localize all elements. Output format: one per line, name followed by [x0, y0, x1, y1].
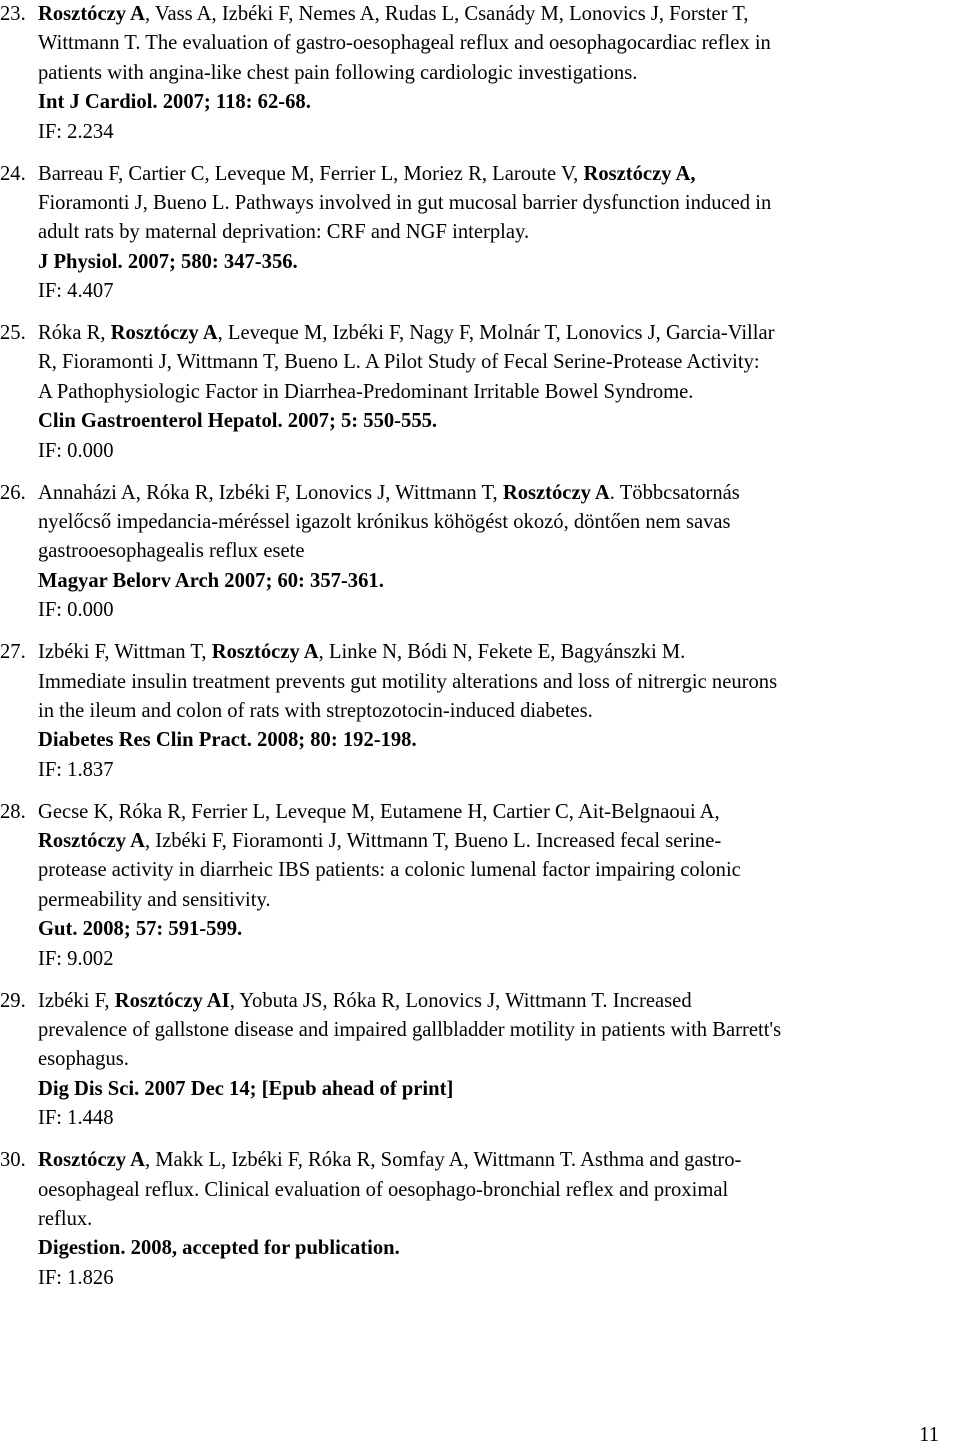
text-segment: IF: 4.407	[38, 280, 114, 303]
text-segment: IF: 1.837	[38, 758, 114, 781]
entry-line	[38, 1075, 960, 1104]
entry-line	[38, 479, 960, 508]
entry-line	[38, 378, 960, 407]
entry-number: 30.	[0, 1149, 26, 1172]
entry-line	[38, 508, 960, 537]
entry-line	[38, 856, 960, 885]
entry-line	[38, 945, 960, 974]
entry-line	[38, 886, 960, 915]
entry-line	[38, 0, 960, 29]
entry-line	[38, 189, 960, 218]
bold-text-segment: Digestion. 2008, accepted for publication.	[38, 1237, 400, 1260]
entry-number: 25.	[0, 322, 26, 345]
publication-entry	[0, 798, 960, 974]
text-segment: , Vass A, Izbéki F, Nemes A, Rudas L, Csanády M, Lonovics J, Forster T,	[144, 3, 749, 25]
bold-text-segment: Dig Dis Sci. 2007 Dec 14; [Epub ahead of print]	[38, 1077, 454, 1100]
entry-line	[38, 248, 960, 277]
entry-line	[38, 1205, 960, 1234]
entry-line	[38, 1016, 960, 1045]
bold-text-segment: Rosztóczy AI	[114, 989, 230, 1012]
text-segment: IF: 0.000	[38, 599, 114, 622]
entry-text	[38, 1146, 960, 1293]
text-segment: A Pathophysiologic Factor in Diarrhea-Predominant Irritable Bowel Syndrome.	[38, 380, 694, 403]
text-segment: prevalence of gallstone disease and impaired gallbladder motility in patients with Barrett's	[38, 1019, 782, 1041]
entry-number: 27.	[0, 641, 26, 664]
entry-line	[38, 407, 960, 436]
entry-line	[38, 118, 960, 147]
text-segment: IF: 1.826	[38, 1266, 114, 1289]
entry-line	[38, 726, 960, 755]
entry-line	[38, 798, 960, 827]
entry-line	[38, 277, 960, 306]
bold-text-segment: Rosztóczy A	[38, 1149, 145, 1172]
bold-text-segment: Magyar Belorv Arch 2007; 60: 357-361.	[38, 569, 384, 592]
entry-line	[38, 668, 960, 697]
text-segment: . Többcsatornás	[609, 481, 740, 504]
entry-line	[38, 1146, 960, 1175]
text-segment: Fioramonti J, Bueno L. Pathways involved in gut mucosal barrier dysfunction induced in	[38, 191, 772, 214]
publication-entry	[0, 638, 960, 785]
entry-line	[38, 697, 960, 726]
text-segment: esophagus.	[38, 1048, 129, 1071]
entry-line	[38, 160, 960, 189]
text-segment: Annaházi A, Róka R, Izbéki F, Lonovics J, Wittmann T,	[38, 481, 503, 504]
entry-line	[38, 319, 960, 348]
entry-line	[38, 827, 960, 856]
text-segment: IF: 1.448	[38, 1107, 114, 1130]
publication-entry	[0, 319, 960, 466]
text-segment: adult rats by maternal deprivation: CRF and NGF interplay.	[38, 221, 530, 244]
entry-text	[38, 638, 960, 785]
bold-text-segment: Clin Gastroenterol Hepatol. 2007; 5: 550-555.	[38, 410, 438, 433]
text-segment: R, Fioramonti J, Wittmann T, Bueno L. A Pilot Study of Fecal Serine-Protease Activity:	[38, 351, 760, 374]
text-segment: , Makk L, Izbéki F, Róka R, Somfay A, Wittmann T. Asthma and gastro-	[144, 1149, 742, 1172]
bold-text-segment: J Physiol. 2007; 580: 347-356.	[38, 250, 298, 273]
entry-text	[38, 987, 960, 1134]
text-segment: IF: 9.002	[38, 947, 114, 970]
entry-line	[38, 218, 960, 247]
bold-text-segment: Gut. 2008; 57: 591-599.	[38, 918, 243, 941]
entry-line	[38, 567, 960, 596]
entry-line	[38, 915, 960, 944]
text-segment: Izbéki F,	[38, 989, 115, 1012]
text-segment: Immediate insulin treatment prevents gut motility alterations and loss of nitrergic neurons	[38, 670, 778, 693]
entry-line	[38, 1264, 960, 1293]
text-segment: gastrooesophagealis reflux esete	[38, 540, 305, 563]
text-segment: oesophageal reflux. Clinical evaluation of oesophago-bronchial reflex and proximal	[38, 1178, 729, 1201]
text-segment: nyelőcső impedancia-méréssel igazolt krónikus köhögést okozó, döntően nem savas	[38, 511, 731, 533]
text-segment: , Izbéki F, Fioramonti J, Wittmann T, Bueno L. Increased fecal serine-	[144, 830, 722, 853]
publication-entry	[0, 479, 960, 626]
entry-text	[38, 319, 960, 466]
entry-number: 28.	[0, 800, 26, 823]
text-segment: IF: 0.000	[38, 439, 114, 462]
text-segment: Gecse K, Róka R, Ferrier L, Leveque M, Eutamene H, Cartier C, Ait-Belgnaoui A,	[38, 800, 720, 823]
entry-line	[38, 1176, 960, 1205]
text-segment: patients with angina-like chest pain following cardiologic investigations.	[38, 61, 638, 84]
entry-line	[38, 1104, 960, 1133]
entry-line	[38, 88, 960, 117]
entry-line	[38, 1234, 960, 1263]
page-number: 11	[919, 1424, 939, 1446]
publication-entry	[0, 160, 960, 307]
bold-text-segment: Rosztóczy A	[502, 481, 610, 504]
text-segment: , Linke N, Bódi N, Fekete E, Bagyánszki M.	[318, 641, 686, 664]
entry-line	[38, 537, 960, 566]
text-segment: in the ileum and colon of rats with streptozotocin-induced diabetes.	[38, 699, 593, 722]
text-segment: protease activity in diarrheic IBS patients: a colonic lumenal factor impairing colonic	[38, 859, 741, 882]
bold-text-segment: Rosztóczy A,	[583, 162, 696, 185]
entry-text	[38, 479, 960, 626]
entry-line	[38, 638, 960, 667]
entry-line	[38, 348, 960, 377]
entry-line	[38, 756, 960, 785]
entry-number: 23.	[0, 3, 26, 25]
text-segment: Barreau F, Cartier C, Leveque M, Ferrier L, Moriez R, Laroute V,	[38, 162, 584, 185]
bold-text-segment: Rosztóczy A	[110, 322, 218, 345]
text-segment: permeability and sensitivity.	[38, 888, 271, 911]
text-segment: , Leveque M, Izbéki F, Nagy F, Molnár T, Lonovics J, Garcia-Villar	[217, 322, 775, 345]
entry-line	[38, 437, 960, 466]
publication-entry	[0, 0, 960, 147]
entry-line	[38, 596, 960, 625]
bold-text-segment: Int J Cardiol. 2007; 118: 62-68.	[38, 91, 311, 114]
text-segment: IF: 2.234	[38, 120, 114, 143]
entry-text	[38, 798, 960, 974]
text-segment: Róka R,	[38, 322, 111, 345]
text-segment: Izbéki F, Wittman T,	[38, 641, 212, 664]
text-segment: , Yobuta JS, Róka R, Lonovics J, Wittmann T. Increased	[229, 989, 692, 1012]
bold-text-segment: Diabetes Res Clin Pract. 2008; 80: 192-198.	[38, 729, 417, 752]
entry-number: 24.	[0, 162, 26, 185]
entry-line	[38, 1045, 960, 1074]
entry-line	[38, 59, 960, 88]
text-segment: reflux.	[38, 1207, 93, 1230]
entry-text	[38, 0, 960, 147]
entry-number: 29.	[0, 989, 26, 1012]
publication-entry	[0, 987, 960, 1134]
text-segment: Wittmann T. The evaluation of gastro-oesophageal reflux and oesophagocardiac reflex in	[38, 32, 771, 55]
bold-text-segment: Rosztóczy A	[38, 830, 145, 853]
publication-entry	[0, 1146, 960, 1293]
entry-line	[38, 987, 960, 1016]
entry-number: 26.	[0, 481, 26, 504]
entry-text	[38, 160, 960, 307]
entry-line	[38, 29, 960, 58]
bold-text-segment: Rosztóczy A	[211, 641, 319, 664]
bold-text-segment: Rosztóczy A	[38, 3, 145, 25]
